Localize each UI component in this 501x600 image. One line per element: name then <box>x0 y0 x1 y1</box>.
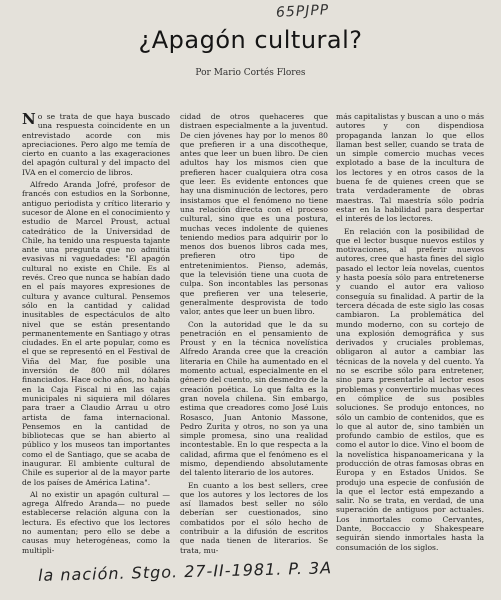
drop-cap: N <box>22 110 36 128</box>
article-paragraph: En cuanto a los best sellers, cree que los autores y los lectores de los así llamados best seller no sólo deberían ser cuestionados, sino combatidos por el sólo hecho de contribuir a la difusión de escritos que nada tienen de literarios. Se trata, mu- <box>180 480 328 555</box>
article-paragraph: Con la autoridad que le da su penetración en el pensamiento de Proust y en la técnica novelística Alfredo Aranda cree que la creación literaria en Chile ha aumentado en el momento actual, especialmente en el género del cuento, sin desmedro de la creación poética. Lo que falta es la gran novela chilena. Sin embargo, estima que creadores como José Luis Rosasco, Juan Antonio Massone, Pedro Zurita y otros, no son ya una simple promesa, sino una realidad incontestable. En lo que respecta a la calidad, afirma que el fenómeno es el mismo, dependiendo absolutamente del talento literario de los autores. <box>180 319 328 478</box>
article-byline: Por Mario Cortés Flores <box>195 68 306 78</box>
article-paragraph: Alfredo Aranda Jofré, profesor de francés con estudios en la Sorbonne, antiguo periodista y crítico literario y sucesor de Alone en el conocimiento y estudio de Marcel Proust, actual catedrático de la Universidad de Chile, ha tenido una respuesta tajante ante una pregunta que no admitía evasivas ni vaguedades: "El apagón cultural no existe en Chile. Es al revés. Creo que nunca se habían dado en el país mayores expresiones de cultura y avance cultural. Pensemos sólo en la cantidad y calidad inusitables de espectáculos de alto nivel que se están presentando permanentemente en Santiago y otras ciudades. En el arte popular, como es el que se representó en el Festival de Viña del Mar, fue posible una inversión de 800 mil dólares financiados. Hace ocho años, no había en la Caja Fiscal ni en las cajas municipales ni siquiera mil dólares para traer a Claudio Arrau u otro artista de fama internacional. Pensemos en la cantidad de bibliotecas que se han abierto al público y los museos tan importantes como el de Santiago, que se acaba de inaugurar. El ambiente cultural de Chile es superior al de la mayor parte de los países de América Latina". <box>22 180 170 487</box>
article-column-1 <box>22 112 170 558</box>
handwritten-archive-code: 65PJPP <box>275 2 330 21</box>
article-paragraph: más capitalistas y buscan a uno o más autores y con dispendiosa propaganda lanzan lo que ellos llaman best seller, cuando se trata de un simple comercio muchas veces explotado a base de la incultura de los lectores y en otros casos de la buena fe de quienes creen que se trata verdaderamente de obras maestras. Tal maestría sólo podría estar en la habilidad para despertar el interés de los lectores. <box>336 112 484 224</box>
article-paragraph: cidad de otros quehaceres que distraen especialmente a la juventud. De cien jóvenes hay por lo menos 80 que prefieren ir a una discotheque, antes que leer un buen libro. De cien adultos hay los mismos cien que prefieren hacer cualquiera otra cosa que leer. Es evidente entonces que hay una disminución de lectores, pero insistamos que el fenómeno no tiene una relación directa con el proceso cultural, sino que es una postura, muchas veces indolente de quienes teniendo medios para adquirir por lo menos dos buenos libros cada mes, prefieren otro tipo de entretenimientos. Pienso, además, que la televisión tiene una cuota de culpa. Son incontables las personas que prefieren ver una teleserie, generalmente desprovista de todo valor, antes que leer un buen libro. <box>180 112 328 317</box>
article-column-2 <box>180 112 328 558</box>
handwritten-source-note: la nación. Stgo. 27-II-1981. P. 3A <box>37 558 333 585</box>
article-title: ¿Apagón cultural? <box>138 26 363 54</box>
article-column-3 <box>336 112 484 555</box>
article-paragraph: Al no existir un apagón cultural —agrega Alfredo Aranda— no puede establecerse relación alguna con la lectura. Es efectivo que los lectores no aumentan; pero ello se debe a causas muy heterogéneas, como la multipli- <box>22 489 170 555</box>
article-paragraph: En relación con la posibilidad de que el lector busque nuevos estilos y motivaciones, al preferir nuevos autores, cree que hasta fines del siglo pasado el lector leía novelas, cuentos y hasta poesía sólo para entretenerse y cuando el autor era valioso conseguía su finalidad. A partir de la tercera década de este siglo las cosas cambiaron. La problemática del mundo moderno, con su cortejo de una explosión demográfica y sus derivados y cruciales problemas, obligaron al autor a cambiar las técnicas de la novela y del cuento. Ya no se escribe sólo para entretener, sino para presentarle al lector esos problemas y convertirlo muchas veces en cómplice de sus posibles soluciones. Se produjo entonces, no sólo un cambio de contenidos, que es lo que al autor de, sino también un profundo cambio de estilos, que es como el autor lo dice. Vino el boom de la novelística hispanoamericana y la producción de otras famosas obras en Europa y en Estados Unidos. Se produjo una especie de confusión de la que el lector está empezando a salir. No se trata, en verdad, de una superación de antiguos por actuales. Los inmortales como Cervantes, Dante, Boccaccio y Shakespeare seguirán siendo inmortales hasta la consumación de los siglos. <box>336 226 484 552</box>
article-paragraph: No se trata de que haya buscado una respuesta coincidente en un entrevistado acorde con mis apreciaciones. Pero algo me temía de cierto en cuanto a las exageraciones del apagón cultural y del impacto del IVA en el comercio de libros. <box>22 110 170 177</box>
